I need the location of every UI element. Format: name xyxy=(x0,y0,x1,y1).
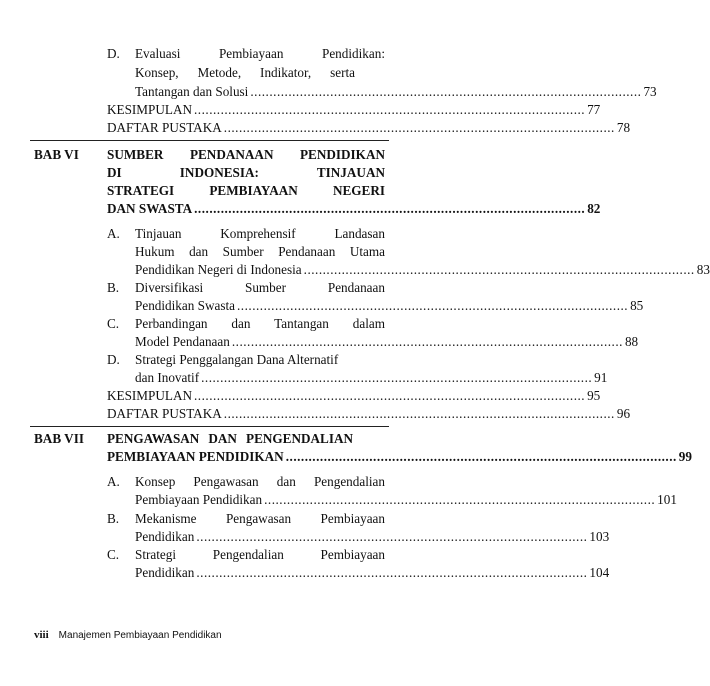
leader-dots: ....................................................................................................... xyxy=(194,388,586,403)
toc-entry-line: Tinjauan Komprehensif Landasan xyxy=(135,226,385,241)
entry-text: KESIMPULAN xyxy=(107,388,192,403)
toc-entry-line: Strategi Pengendalian Pembiayaan xyxy=(135,547,385,562)
toc-entry-line: Strategi Penggalangan Dana Alternatif xyxy=(135,352,339,367)
entry-letter: C. xyxy=(107,316,120,331)
divider xyxy=(30,426,389,427)
chapter-title-line: DI INDONESIA: TINJAUAN xyxy=(107,165,385,180)
entry-letter: D. xyxy=(107,352,120,367)
entry-text: DAFTAR PUSTAKA xyxy=(107,120,222,135)
toc-entry-evaluasi[interactable] xyxy=(135,83,657,101)
page-number: 78 xyxy=(616,120,631,135)
page-number: 103 xyxy=(589,529,610,544)
page-number: 73 xyxy=(643,84,657,99)
leader-dots: ....................................................................................................... xyxy=(194,201,586,216)
toc-entry-line: Hukum dan Sumber Pendanaan Utama xyxy=(135,244,385,259)
entry-letter: A. xyxy=(107,474,120,489)
chapter-title-line: SUMBER PENDANAAN PENDIDIKAN xyxy=(107,147,385,162)
entry-text: Pendidikan xyxy=(135,529,195,544)
entry-text: Pendidikan xyxy=(135,565,195,580)
toc-entry-line: Konsep Pengawasan dan Pengendalian xyxy=(135,474,385,489)
entry-text: Pendidikan Swasta xyxy=(135,298,235,313)
chapter-label: BAB VII xyxy=(34,431,84,446)
leader-dots: ....................................................................................................... xyxy=(201,370,593,385)
entry-text: DAFTAR PUSTAKA xyxy=(107,406,222,421)
page-number: 95 xyxy=(587,388,601,403)
leader-dots: ....................................................................................................... xyxy=(196,565,588,580)
leader-dots: ....................................................................................................... xyxy=(250,84,642,99)
leader-dots: ....................................................................................................... xyxy=(223,120,615,135)
page-number: 82 xyxy=(587,201,601,216)
entry-text: Pembiayaan Pendidikan xyxy=(135,492,263,507)
entry-text: PEMBIAYAAN PENDIDIKAN xyxy=(107,449,284,464)
page-number: 96 xyxy=(616,406,631,421)
page-number: 104 xyxy=(589,565,610,580)
entry-letter: A. xyxy=(107,226,120,241)
toc-entry-line: Mekanisme Pengawasan Pembiayaan xyxy=(135,511,385,526)
toc-entry-tinjauan[interactable] xyxy=(135,261,710,279)
toc-entry-perbandingan[interactable] xyxy=(135,333,639,351)
chapter-label: BAB VI xyxy=(34,147,79,162)
toc-entry-kesimpulan-5[interactable] xyxy=(107,101,601,119)
leader-dots: ....................................................................................................... xyxy=(303,262,695,277)
page-number: 85 xyxy=(630,298,644,313)
toc-entry-line: Perbandingan dan Tantangan dalam xyxy=(135,316,385,331)
leader-dots: ....................................................................................................... xyxy=(285,449,677,464)
toc-entry-daftar-pustaka-5[interactable] xyxy=(107,119,631,137)
toc-entry-daftar-pustaka-6[interactable] xyxy=(107,405,631,423)
entry-letter: C. xyxy=(107,547,120,562)
divider xyxy=(30,140,389,141)
toc-entry-bab-6[interactable] xyxy=(107,200,601,218)
footer-book-title: Manajemen Pembiayaan Pendidikan xyxy=(58,630,222,641)
toc-entry-kesimpulan-6[interactable] xyxy=(107,387,601,405)
entry-text: Tantangan dan Solusi xyxy=(135,84,249,99)
toc-entry-line: Konsep, Metode, Indikator, serta xyxy=(135,65,355,80)
page-number: 99 xyxy=(678,449,692,464)
page-number: 91 xyxy=(594,370,608,385)
toc-entry-strategi-pengendalian[interactable] xyxy=(135,564,610,582)
toc-entry-konsep-pengawasan[interactable] xyxy=(135,491,677,509)
footer-page-number: viii xyxy=(34,629,49,641)
toc-entry-line: Evaluasi Pembiayaan Pendidikan: xyxy=(135,46,385,61)
entry-text: Pendidikan Negeri di Indonesia xyxy=(135,262,302,277)
page-number: 101 xyxy=(657,492,677,507)
leader-dots: ....................................................................................................... xyxy=(237,298,629,313)
leader-dots: ....................................................................................................... xyxy=(264,492,656,507)
leader-dots: ....................................................................................................... xyxy=(223,406,615,421)
chapter-title-line: STRATEGI PEMBIAYAAN NEGERI xyxy=(107,183,385,198)
entry-text: dan Inovatif xyxy=(135,370,200,385)
toc-entry-bab-7[interactable] xyxy=(107,448,692,466)
chapter-title-line: PENGAWASAN DAN PENGENDALIAN xyxy=(107,431,353,446)
leader-dots: ....................................................................................................... xyxy=(196,529,588,544)
entry-letter: D. xyxy=(107,46,120,61)
page-footer xyxy=(34,628,222,643)
leader-dots: ....................................................................................................... xyxy=(231,334,623,349)
entry-text: Model Pendanaan xyxy=(135,334,230,349)
toc-entry-line: Diversifikasi Sumber Pendanaan xyxy=(135,280,385,295)
page-number: 88 xyxy=(624,334,639,349)
entry-letter: B. xyxy=(107,280,120,295)
entry-text: DAN SWASTA xyxy=(107,201,193,216)
toc-entry-diversifikasi[interactable] xyxy=(135,297,644,315)
leader-dots: ....................................................................................................... xyxy=(194,102,586,117)
toc-entry-mekanisme[interactable] xyxy=(135,528,610,546)
entry-text: KESIMPULAN xyxy=(107,102,192,117)
page-number: 77 xyxy=(587,102,601,117)
entry-letter: B. xyxy=(107,511,120,526)
toc-entry-strategi-dana[interactable] xyxy=(135,369,608,387)
page-number: 83 xyxy=(696,262,710,277)
